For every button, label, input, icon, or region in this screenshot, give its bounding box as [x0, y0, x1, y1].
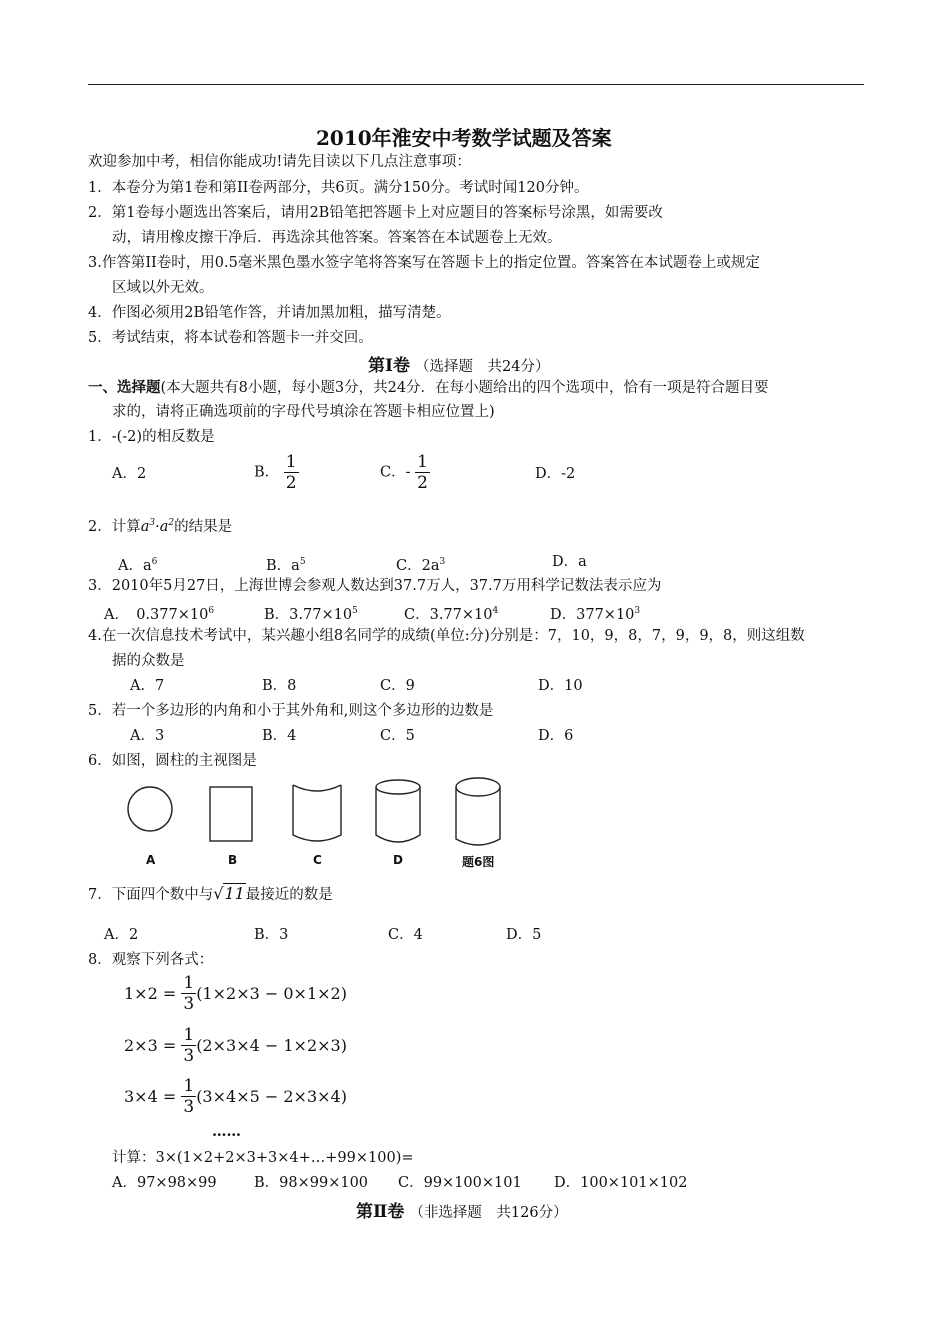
- part1-name: 第Ⅰ卷: [368, 356, 410, 376]
- q6-label-b: B: [228, 853, 238, 867]
- q2-option-d: D．a: [552, 554, 587, 570]
- q4-option-b: B．8: [262, 678, 297, 694]
- q6-figure-a-circle: [128, 787, 172, 831]
- section1-line2: 求的，请将正确选项前的字母代号填涂在答题卡相应位置上): [112, 404, 495, 420]
- q8-equation-1: 1×2 = $\frac{1}{3}$ (1×2×3 − 0×1×2): [124, 973, 347, 1014]
- q1-option-d: D．-2: [535, 466, 576, 482]
- top-rule: [88, 84, 864, 85]
- q2-stem: 2．计算$a^3\cdot a^2$的结果是: [88, 518, 233, 535]
- intro-text: 欢迎参加中考，相信你能成功!请先目读以下几点注意事项：: [88, 154, 471, 170]
- page-title: 2010年淮安中考数学试题及答案: [316, 126, 612, 150]
- q1-option-c-label: C．-: [380, 464, 411, 481]
- q4-option-d: D．10: [538, 678, 583, 694]
- q4-option-c: C．9: [380, 678, 415, 694]
- q3-option-c: C．$3.77\times 10^4$: [404, 606, 499, 623]
- q6-stem: 6．如图，圆柱的主视图是: [88, 753, 257, 769]
- q8-option-c: C．99×100×101: [398, 1175, 522, 1191]
- q6-label-a: A: [146, 853, 156, 867]
- q3-option-b: B．$3.77\times 10^5$: [264, 606, 358, 623]
- q6-label-d: D: [393, 853, 403, 867]
- q5-option-a: A．3: [130, 728, 165, 744]
- note-1: 1．本卷分为第1卷和第II卷两部分，共6页。满分150分。考试时闻120分钟。: [88, 180, 589, 196]
- q1-b-fraction: $\frac{1}{2}$: [285, 452, 297, 493]
- q4-stem: 4.在一次信息技术考试中，某兴趣小组8名同学的成绩(单位:分)分别是：7，10，9，8，7，9，9，8，则这组数: [88, 628, 805, 644]
- q7-option-c: C．4: [388, 927, 423, 943]
- q6-figure-caption: 题6图: [462, 855, 495, 869]
- q3-option-a: A． $0.377\times 10^6$: [104, 606, 215, 623]
- q5-option-b: B．4: [262, 728, 297, 744]
- part1-desc: （选择题 共24分）: [415, 359, 550, 375]
- note-2-cont: 动，请用橡皮擦干净后．再选涂其他答案。答案答在本试题卷上无效。: [112, 230, 562, 246]
- q5-option-d: D．6: [538, 728, 574, 744]
- q1-stem: 1．-(-2)的相反数是: [88, 429, 215, 445]
- section1-text1: (本大题共有8小题，每小题3分，共24分．在每小题给出的四个选项中，恰有一项是符合题目要: [160, 380, 769, 396]
- note-4: 4．作图必须用2B铅笔作答，并请加黑加粗，描写清楚。: [88, 305, 451, 321]
- q1-option-b: [254, 452, 299, 493]
- note-3: 3.作答第II卷时，用0.5毫米黑色墨水签字笔将答案写在答题卡上的指定位置。答案答在本试题卷上或规定: [88, 255, 760, 271]
- q8-equation-3: 3×4 = $\frac{1}{3}$ (3×4×5 − 2×3×4): [124, 1076, 347, 1117]
- q1-option-c: [380, 452, 430, 493]
- q8-stem: 8．观察下列各式：: [88, 952, 214, 968]
- q7-option-b: B．3: [254, 927, 289, 943]
- q7-sqrt: √11: [213, 884, 245, 903]
- q3-option-d: D．$377\times 10^3$: [550, 606, 641, 623]
- q6-figure-d-shape: [376, 780, 420, 842]
- q1-option-a: A．2: [112, 466, 147, 482]
- q5-stem: 5．若一个多边形的内角和小于其外角和,则这个多边形的边数是: [88, 703, 494, 719]
- q8-option-d: D．100×101×102: [554, 1175, 688, 1191]
- q5-option-c: C．5: [380, 728, 415, 744]
- section1-line1: [88, 378, 769, 398]
- part2-heading: [356, 1197, 568, 1222]
- q8-ellipsis: ……: [212, 1123, 241, 1140]
- q7-stem: 7．下面四个数中与√11最接近的数是: [88, 884, 333, 903]
- q3-stem: 3．2010年5月27日，上海世博会参观人数达到37.7万人，37.7万用科学记数法表示应为: [88, 578, 662, 594]
- q8-option-a: A．97×98×99: [112, 1175, 217, 1191]
- note-3-cont: 区域以外无效。: [112, 280, 214, 296]
- note-2: 2．第1卷每小题选出答案后，请用2B铅笔把答题卡上对应题目的答案标号涂黑，如需要改: [88, 205, 663, 221]
- q1-c-fraction: $\frac{1}{2}$: [417, 452, 428, 493]
- q4-stem-cont: 据的众数是: [112, 653, 185, 669]
- note-5: 5．考试结束，将本试卷和答题卡一并交回。: [88, 330, 373, 346]
- part1-heading: [368, 351, 550, 376]
- q2-option-c: C．$2a^3$: [396, 557, 446, 574]
- q6-figure-cylinder: [456, 778, 500, 845]
- q4-option-a: A．7: [130, 678, 165, 694]
- q6-label-c: C: [313, 853, 322, 867]
- q7-option-a: A．2: [104, 927, 139, 943]
- q6-figure-c-shape: [293, 785, 341, 841]
- q8-calc: 计算：3×(1×2+2×3+3×4+…+99×100)=: [112, 1150, 414, 1166]
- q2-expression: $a^3\cdot a^2$: [140, 518, 175, 535]
- part2-desc: （非选择题 共126分）: [409, 1205, 568, 1221]
- q2-option-b: B．$a^5$: [266, 557, 306, 574]
- q2-option-a: A．$a^6$: [118, 557, 158, 574]
- q8-equation-2: 2×3 = $\frac{1}{3}$ (2×3×4 − 1×2×3): [124, 1025, 347, 1066]
- q8-option-b: B．98×99×100: [254, 1175, 369, 1191]
- part2-name: 第Ⅱ卷: [356, 1202, 405, 1222]
- q6-figure-b-square: [210, 787, 252, 841]
- section1-head: 一、选择题: [88, 379, 161, 396]
- q7-option-d: D．5: [506, 927, 542, 943]
- q1-option-b-label: B．: [254, 464, 280, 481]
